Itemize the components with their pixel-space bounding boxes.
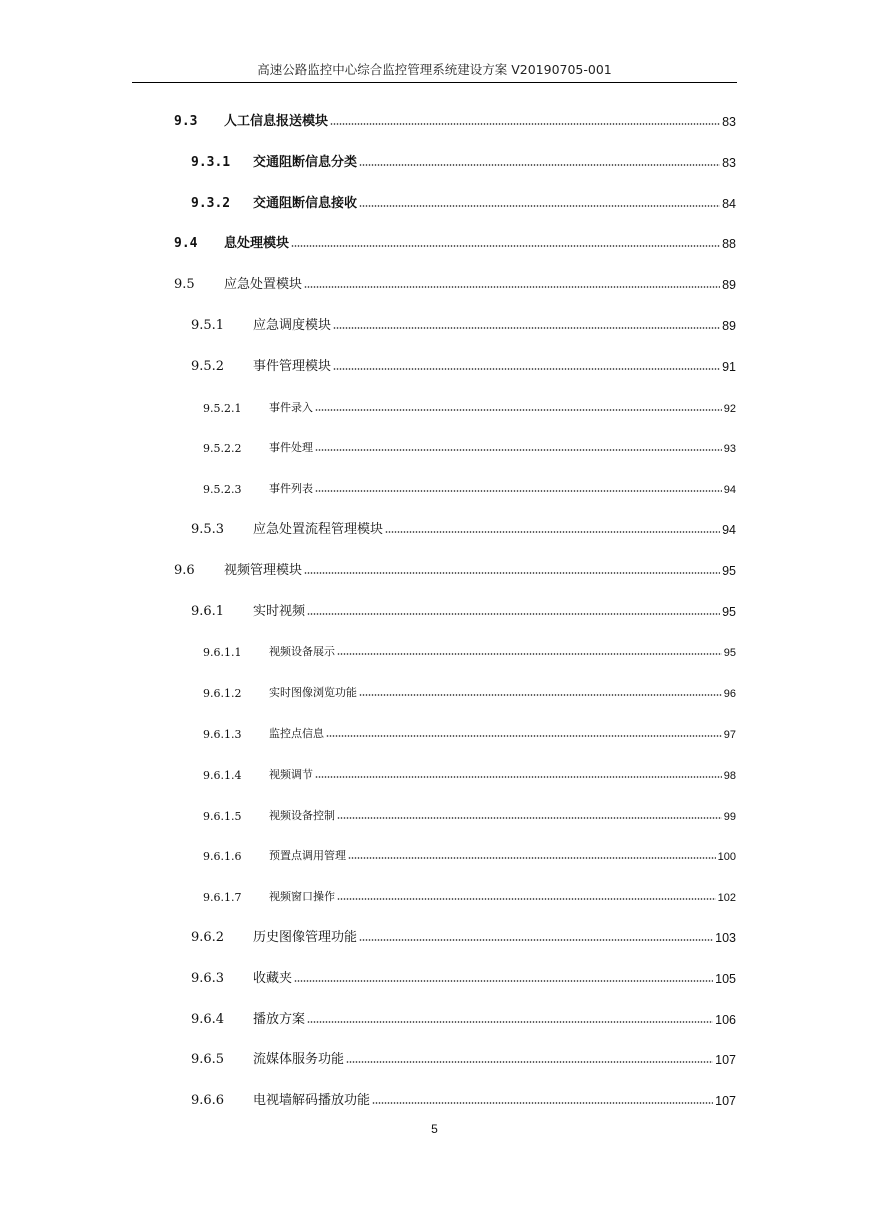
toc-dot-leader [333, 326, 720, 330]
toc-entry-page: 84 [722, 196, 736, 211]
toc-entry-title: 视频窗口操作 [269, 890, 335, 904]
toc-entry[interactable] [203, 803, 736, 823]
toc-entry-page: 93 [723, 443, 736, 456]
toc-entry[interactable] [203, 395, 736, 415]
toc-entry-page: 105 [715, 971, 736, 986]
toc-dot-leader [385, 530, 720, 534]
toc-dot-leader [315, 448, 722, 452]
toc-entry[interactable] [203, 721, 736, 741]
toc-entry-page: 92 [723, 402, 736, 415]
toc-entry-page: 91 [722, 359, 736, 374]
toc-entry-title: 预置点调用管理 [269, 849, 346, 863]
toc-entry-title: 视频调节 [269, 767, 313, 781]
toc-entry-page: 95 [722, 604, 736, 619]
toc-entry-title: 历史图像管理功能 [253, 930, 358, 945]
toc-entry-title: 播放方案 [253, 1011, 306, 1027]
toc-entry-number: 9.5 [174, 277, 195, 293]
toc-entry-page: 107 [715, 1053, 736, 1068]
toc-entry-title: 事件管理模块 [253, 358, 332, 374]
toc-dot-leader [359, 693, 722, 697]
toc-entry-page: 106 [715, 1012, 736, 1027]
toc-dot-leader [359, 163, 720, 167]
toc-entry-number: 9.3.2 [191, 195, 231, 211]
toc-entry[interactable] [191, 191, 736, 211]
toc-entry[interactable] [203, 680, 736, 700]
toc-entry[interactable] [191, 150, 736, 170]
toc-dot-leader [326, 734, 722, 738]
toc-entry-title: 实时视频 [253, 603, 306, 619]
toc-entry[interactable] [203, 843, 736, 863]
toc-entry[interactable] [174, 231, 736, 251]
toc-dot-leader [372, 1101, 713, 1105]
toc-entry-title: 交通阻断信息接收 [253, 195, 358, 211]
toc-entry-title: 事件处理 [269, 441, 313, 455]
toc-dot-leader [315, 489, 722, 493]
toc-dot-leader [291, 244, 720, 248]
toc-entry-page: 102 [717, 892, 736, 905]
toc-entry[interactable] [191, 925, 736, 945]
toc-entry[interactable] [203, 884, 736, 904]
toc-entry[interactable] [174, 109, 736, 129]
toc-entry-page: 103 [715, 931, 736, 945]
toc-entry-number: 9.5.1 [191, 318, 225, 333]
toc-entry-number: 9.6.1.3 [203, 728, 242, 741]
toc-entry-page: 83 [722, 155, 736, 170]
toc-dot-leader [348, 856, 716, 860]
toc-entry-title: 监控点信息 [269, 727, 324, 740]
toc-entry[interactable] [191, 1007, 736, 1027]
toc-entry-page: 94 [723, 484, 736, 497]
toc-entry-page: 99 [723, 810, 736, 823]
toc-entry-page: 89 [722, 278, 736, 293]
toc-entry-number: 9.6.1.4 [203, 768, 242, 782]
toc-entry-page: 97 [723, 729, 736, 741]
toc-entry-number: 9.6.4 [191, 1011, 225, 1027]
toc-entry-page: 89 [722, 319, 736, 333]
toc-entry-number: 9.6.6 [191, 1093, 225, 1109]
toc-entry-number: 9.6.1.1 [203, 646, 242, 660]
toc-entry-number: 9.6.1.7 [203, 891, 242, 905]
toc-entry-title: 视频设备展示 [269, 645, 335, 659]
toc-dot-leader [346, 1060, 713, 1064]
toc-entry-number: 9.3.1 [191, 154, 231, 170]
toc-entry-number: 9.5.2.3 [203, 483, 242, 497]
toc-entry[interactable] [191, 517, 736, 537]
toc-entry-page: 88 [722, 237, 736, 252]
toc-entry-number: 9.6.1 [191, 603, 225, 619]
toc-dot-leader [307, 1020, 713, 1024]
toc-entry-number: 9.6.1.2 [203, 687, 242, 701]
toc-dot-leader [330, 122, 720, 126]
toc-entry-title: 收藏夹 [253, 970, 293, 986]
toc-entry-number: 9.6.2 [191, 930, 225, 945]
toc-entry-page: 95 [723, 647, 736, 660]
toc-entry[interactable] [174, 272, 736, 292]
toc-entry-page: 83 [722, 115, 736, 129]
toc-entry-title: 流媒体服务功能 [253, 1052, 345, 1068]
toc-dot-leader [359, 938, 713, 942]
toc-entry-number: 9.5.3 [191, 522, 225, 537]
toc-entry-page: 100 [717, 851, 736, 864]
toc-dot-leader [304, 571, 720, 575]
toc-dot-leader [337, 897, 716, 901]
toc-dot-leader [337, 652, 722, 656]
toc-entry-number: 9.6.3 [191, 970, 225, 986]
page-header: 高速公路监控中心综合监控管理系统建设方案 V20190705-001 [257, 62, 612, 77]
toc-dot-leader [337, 816, 722, 820]
toc-entry[interactable] [191, 354, 736, 374]
toc-entry-number: 9.4 [174, 236, 198, 252]
toc-entry-number: 9.6.5 [191, 1052, 225, 1068]
toc-entry[interactable] [203, 435, 736, 455]
toc-entry[interactable] [191, 1088, 736, 1108]
toc-dot-leader [315, 408, 722, 412]
toc-dot-leader [315, 775, 722, 779]
toc-entry-number: 9.6.1.6 [203, 850, 242, 864]
toc-entry-title: 应急处置模块 [224, 277, 303, 293]
toc-entry-number: 9.5.2.1 [203, 401, 242, 415]
toc-entry-title: 息处理模块 [224, 236, 290, 252]
toc-entry-page: 96 [723, 688, 736, 701]
toc-entry-title: 视频管理模块 [224, 562, 303, 578]
toc-entry-title: 应急调度模块 [253, 318, 332, 333]
toc-entry-number: 9.3 [174, 114, 198, 129]
toc-entry[interactable] [203, 762, 736, 782]
toc-dot-leader [333, 367, 720, 371]
toc-entry-title: 事件列表 [269, 482, 313, 496]
toc-entry[interactable] [203, 639, 736, 659]
toc-entry-title: 事件录入 [269, 400, 313, 414]
toc-entry-page: 94 [722, 523, 736, 537]
toc-entry-page: 107 [715, 1094, 736, 1109]
toc-entry[interactable] [191, 1047, 736, 1067]
toc-entry-title: 视频设备控制 [269, 808, 335, 822]
toc-entry-title: 应急处置流程管理模块 [253, 522, 384, 537]
toc-entry-page: 95 [722, 563, 736, 578]
toc-entry-number: 9.5.2.2 [203, 442, 242, 456]
toc-entry-title: 电视墙解码播放功能 [253, 1093, 371, 1109]
toc-entry[interactable] [191, 966, 736, 986]
toc-dot-leader [294, 979, 713, 983]
toc-entry[interactable] [174, 558, 736, 578]
toc-entry-title: 交通阻断信息分类 [253, 154, 358, 170]
toc-entry[interactable] [191, 599, 736, 619]
toc-entry[interactable] [203, 476, 736, 496]
toc-entry-number: 9.6 [174, 562, 195, 578]
toc-dot-leader [359, 204, 720, 208]
toc-entry-number: 9.6.1.5 [203, 809, 242, 823]
toc-entry-title: 人工信息报送模块 [224, 114, 329, 129]
toc-dot-leader [307, 612, 720, 616]
page-number: 5 [431, 1122, 438, 1136]
toc-entry[interactable] [191, 313, 736, 333]
toc-entry-number: 9.5.2 [191, 358, 225, 374]
toc-entry-title: 实时图像浏览功能 [269, 686, 357, 700]
toc-entry-page: 98 [723, 769, 736, 782]
toc-dot-leader [304, 285, 720, 289]
